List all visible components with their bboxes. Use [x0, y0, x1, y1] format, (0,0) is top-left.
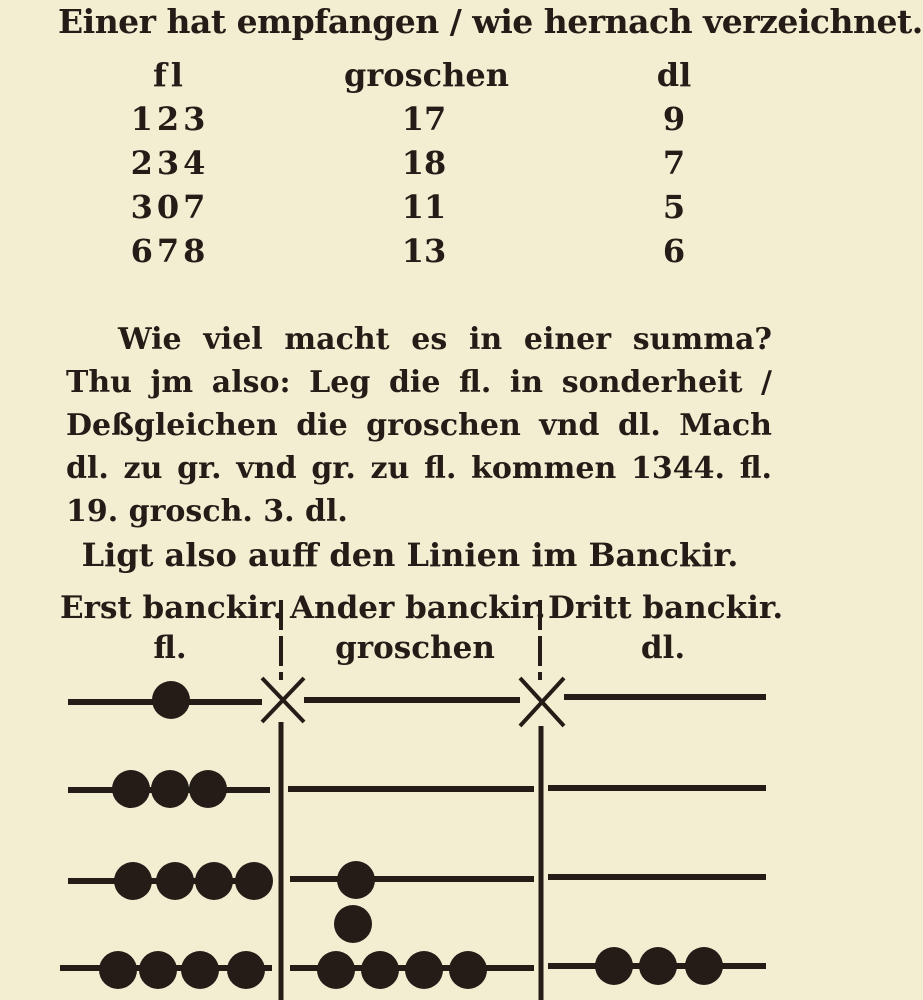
table-cell: 9: [662, 100, 686, 138]
counter: [405, 951, 443, 989]
counter: [181, 951, 219, 989]
counter: [114, 862, 152, 900]
table-header-dl: dl: [656, 56, 692, 94]
counter: [235, 862, 273, 900]
column-title: Dritt banckir.: [548, 590, 784, 626]
counter: [685, 947, 723, 985]
counter: [151, 770, 189, 808]
counter: [337, 861, 375, 899]
column-unit: fl.: [153, 630, 187, 666]
counters: [99, 681, 723, 989]
counter: [595, 947, 633, 985]
table-cell: 7: [662, 144, 686, 182]
counter: [227, 951, 265, 989]
counter: [195, 862, 233, 900]
table-cell: 678: [130, 232, 210, 270]
table-header-fl: fl: [153, 56, 187, 94]
counter: [189, 770, 227, 808]
table-cell: 17: [401, 100, 447, 138]
table-cell: 18: [401, 144, 447, 182]
instruction-paragraph: Wie viel macht es in einer summa? Thu jm also: Leg die fl. in sonderheit / Deßgleichen die groschen vnd dl. Mach dl. zu gr. vnd gr. zu fl. kommen 1344. fl. 19. grosch. 3. dl.: [66, 322, 772, 529]
counter: [317, 951, 355, 989]
table-cell: 13: [401, 232, 447, 270]
table-cell: 11: [401, 188, 447, 226]
counter: [361, 951, 399, 989]
counting-board-title: Ligt also auff den Linien im Banckir.: [81, 536, 739, 574]
counter: [449, 951, 487, 989]
heading: Einer hat empfangen / wie hernach verzeichnet.: [58, 2, 923, 41]
counter: [334, 905, 372, 943]
column-unit: groschen: [335, 630, 495, 666]
counter: [139, 951, 177, 989]
table-header-groschen: groschen: [344, 56, 509, 94]
counter: [112, 770, 150, 808]
cross-mark-icon: [262, 678, 304, 722]
table-cell: 307: [130, 188, 210, 226]
column-title: Ander banckir.: [290, 590, 546, 626]
table-cell: 234: [130, 144, 210, 182]
table-cell: 123: [130, 100, 210, 138]
cross-mark-icon: [520, 678, 564, 726]
counter: [156, 862, 194, 900]
counter: [99, 951, 137, 989]
counting-lines: [60, 697, 766, 968]
column-title: Erst banckir.: [60, 590, 284, 626]
table-cell: 5: [662, 188, 686, 226]
counter: [152, 681, 190, 719]
column-unit: dl.: [640, 630, 686, 666]
table-cell: 6: [662, 232, 686, 270]
counter: [639, 947, 677, 985]
